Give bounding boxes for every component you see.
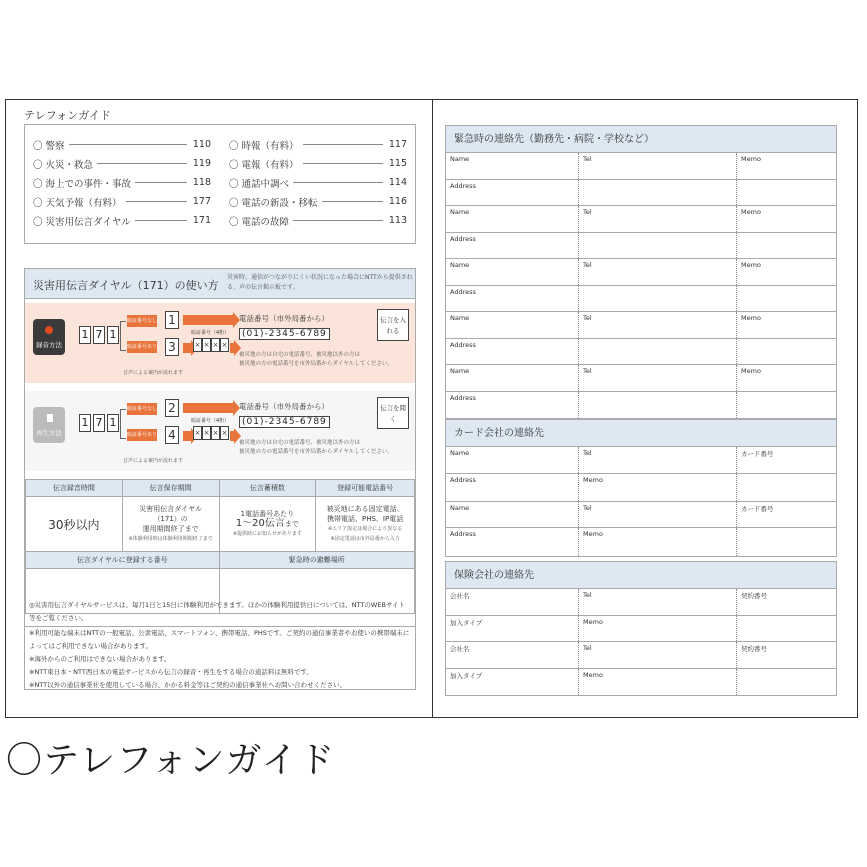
- card-number-field[interactable]: [737, 447, 836, 473]
- memo-field-label: Memo: [741, 367, 761, 375]
- name-field-label: Name: [450, 208, 470, 216]
- voice-guide-note: 音声による案内が流れます: [123, 370, 184, 376]
- name-field-label: Name: [450, 503, 470, 512]
- company-field-label: 会社名: [450, 645, 470, 653]
- record-mode-badge: [33, 319, 65, 355]
- capacity-suffix: まで: [284, 520, 299, 528]
- name-field-label: Name: [450, 367, 470, 375]
- tel-field[interactable]: [579, 642, 737, 668]
- tel-example-value: (01)-2345-6789: [239, 328, 330, 340]
- keep-line: （171）の: [153, 515, 188, 523]
- dial-digits: [79, 326, 119, 344]
- option-digit-b: 3: [165, 338, 179, 356]
- name-field[interactable]: [446, 365, 579, 391]
- arrow-icon: [183, 315, 233, 325]
- option-digit-a: 2: [165, 399, 179, 417]
- address-field[interactable]: [446, 392, 579, 419]
- tel-example: [239, 328, 330, 340]
- policy-number-field-label: 契約番号: [741, 645, 767, 653]
- guide-item: [229, 211, 407, 230]
- address-field-ext[interactable]: [579, 392, 737, 419]
- tel-field-label: Tel: [583, 261, 592, 269]
- guide-item: [229, 192, 407, 211]
- card-number-field-label: カード番号: [741, 504, 774, 513]
- memo-field-ext[interactable]: [737, 669, 836, 696]
- arrow-icon: [230, 431, 234, 441]
- contact-row: [446, 339, 836, 366]
- record-flow: [25, 303, 415, 383]
- keep-line: 運用期間終了まで: [142, 525, 199, 533]
- address-field[interactable]: [446, 180, 579, 206]
- card-number-field[interactable]: [737, 502, 836, 528]
- name-field[interactable]: [446, 502, 579, 528]
- guide-item-number: 119: [192, 158, 211, 169]
- page-fold: [432, 100, 433, 717]
- pin-box: ×: [211, 426, 220, 440]
- tel-field[interactable]: [579, 153, 737, 179]
- record-icon: [45, 326, 53, 334]
- contact-row: [446, 286, 836, 313]
- guide-item: [33, 173, 211, 192]
- address-field-label: Address: [450, 234, 476, 243]
- address-field[interactable]: [446, 474, 579, 501]
- address-field[interactable]: [446, 528, 579, 556]
- insurance-row: [446, 589, 836, 616]
- address-field-ext[interactable]: [579, 233, 737, 259]
- option-digit-b: 4: [165, 426, 179, 444]
- pin-box: ×: [202, 338, 211, 352]
- tel-note-line: 被災地の方の電話番号を市外局番からダイヤルしてください。: [239, 361, 393, 367]
- memo-field-label: Memo: [583, 617, 603, 626]
- note-line: ※NTT東日本・NTT西日本の電話サービスから伝言の録音・再生をする場合の通話料は無料です。: [29, 668, 313, 676]
- listen-message-box: 伝言を聞く: [377, 397, 409, 429]
- phone-guide-list: [24, 124, 416, 244]
- pin-box: ×: [193, 338, 202, 352]
- guide-item: [33, 135, 211, 154]
- contact-row: [446, 233, 836, 260]
- pin-box: ×: [220, 426, 229, 440]
- guide-column-left: [33, 135, 211, 243]
- capacity-value: [219, 497, 316, 552]
- tel-note-line: 被災地の方の電話番号を市外局番からダイヤルしてください。: [239, 449, 393, 455]
- note-line: ◎災害用伝言ダイヤルサービスは、毎月1日と15日に体験利用ができます。ほかの体験利用提供日については、NTTのWEBサイト等をご覧ください。: [25, 599, 415, 627]
- pin-box: ×: [220, 338, 229, 352]
- pin-box: ×: [211, 338, 220, 352]
- tel-example-value: (01)-2345-6789: [239, 416, 330, 428]
- memo-field-ext[interactable]: [737, 286, 836, 312]
- emergency-rows: [446, 153, 836, 418]
- memo-field[interactable]: [737, 153, 836, 179]
- digit: 7: [93, 414, 105, 432]
- playback-mode-label: 再生方法: [36, 429, 62, 437]
- capacity-count: 1〜20伝言: [235, 518, 285, 529]
- plan-type-field-label: 加入タイプ: [450, 671, 483, 680]
- name-field-label: Name: [450, 314, 470, 322]
- digit: 1: [107, 326, 119, 344]
- insurance-row: [446, 669, 836, 696]
- contact-row: [446, 392, 836, 419]
- memo-field-ext[interactable]: [737, 339, 836, 365]
- leader-line: [303, 144, 383, 145]
- th-capacity: 伝言蓄積数: [219, 480, 316, 497]
- capacity-line: 1電話番号あたり: [240, 510, 295, 518]
- guide-item-number: 116: [388, 196, 407, 207]
- card-number-field-label: カード番号: [741, 450, 774, 458]
- no-pin-tag: 暗証番号なし: [127, 403, 157, 415]
- guide-item-number: 117: [388, 139, 407, 150]
- tel-label: 電話番号（市外局番から）: [239, 402, 329, 411]
- guide-item: [33, 192, 211, 211]
- left-page: [24, 108, 419, 690]
- memo-field[interactable]: [579, 528, 737, 556]
- note-line: ※海外からのご利用はできない場合があります。: [29, 655, 171, 663]
- playback-flow: [25, 391, 415, 471]
- tel-note: [239, 439, 409, 457]
- disaster-header: [25, 269, 415, 299]
- address-field-label: Address: [450, 287, 476, 296]
- arrow-icon: [183, 431, 191, 441]
- guide-item-label: 〇 天気予報（有料）: [33, 197, 122, 209]
- leader-line: [126, 201, 187, 202]
- notebook-spread: [5, 99, 858, 718]
- guide-item: [229, 154, 407, 173]
- dial-digits: [79, 414, 119, 432]
- memo-field-label: Memo: [583, 475, 603, 484]
- pin-label: 暗証番号（4桁）: [191, 418, 230, 424]
- guide-item-number: 110: [192, 139, 211, 150]
- tel-field-label: Tel: [583, 591, 592, 599]
- tel-field[interactable]: [579, 259, 737, 285]
- address-field[interactable]: [446, 233, 579, 259]
- company-field[interactable]: [446, 642, 579, 668]
- memo-field[interactable]: [737, 206, 836, 232]
- name-field[interactable]: [446, 447, 579, 473]
- digit: 7: [93, 326, 105, 344]
- memo-field-ext[interactable]: [737, 474, 836, 501]
- guide-item-label: 〇 警察: [33, 140, 65, 152]
- tel-field[interactable]: [579, 589, 737, 615]
- company-field-label: 会社名: [450, 592, 470, 600]
- memo-field-ext[interactable]: [737, 392, 836, 419]
- address-field-label: Address: [450, 475, 476, 484]
- memo-field[interactable]: [579, 616, 737, 642]
- tel-field[interactable]: [579, 502, 737, 528]
- contact-row: [446, 153, 836, 180]
- no-pin-tag: 暗証番号なし: [127, 315, 157, 327]
- tel-field-label: Tel: [583, 503, 592, 512]
- tel-field-label: Tel: [583, 314, 592, 322]
- leave-message-box: 伝言を入れる: [377, 309, 409, 341]
- memo-field-label: Memo: [583, 670, 603, 679]
- th-record-time: 伝言録音時間: [26, 480, 123, 497]
- phone-types-value: [316, 497, 415, 552]
- guide-item-number: 171: [192, 215, 211, 226]
- arrow-icon: [230, 343, 234, 353]
- guide-item-label: 〇 時報（有料）: [229, 140, 299, 152]
- guide-item: [229, 173, 407, 192]
- capacity-note: ※提供時にお知らせがあります: [232, 531, 302, 537]
- memo-field[interactable]: [737, 312, 836, 338]
- guide-item-label: 〇 電話の新設・移転: [229, 197, 318, 209]
- memo-field[interactable]: [737, 365, 836, 391]
- tel-field[interactable]: [579, 365, 737, 391]
- tel-label: 電話番号（市外局番から）: [239, 314, 329, 323]
- guide-item-number: 115: [388, 158, 407, 169]
- disaster-notes: [29, 599, 411, 692]
- name-field-label: Name: [450, 261, 470, 269]
- playback-mode-badge: [33, 407, 65, 443]
- address-field-ext[interactable]: [579, 286, 737, 312]
- card-row: [446, 447, 836, 474]
- leader-line: [322, 201, 383, 202]
- caption: 〇テレフォンガイド: [6, 740, 336, 781]
- memo-field-label: Memo: [741, 261, 761, 269]
- memo-field-label: Memo: [583, 530, 603, 538]
- company-field[interactable]: [446, 589, 579, 615]
- pin-tag: 暗証番号あり: [127, 341, 157, 353]
- guide-item-label: 〇 海上での事件・事故: [33, 178, 132, 190]
- memo-field-ext[interactable]: [737, 233, 836, 259]
- th-phone-types: 登録可能電話番号: [316, 480, 415, 497]
- tel-field-label: Tel: [583, 208, 592, 216]
- play-icon: [47, 414, 53, 422]
- memo-field[interactable]: [579, 669, 737, 696]
- pin-tag: 暗証番号あり: [127, 429, 157, 441]
- keep-period-value: [122, 497, 219, 552]
- keep-note: ※体験利用時は体験利用期間終了まで: [128, 536, 213, 542]
- name-field[interactable]: [446, 206, 579, 232]
- name-field-label: Name: [450, 449, 470, 457]
- guide-item: [33, 154, 211, 173]
- arrow-icon: [183, 343, 191, 353]
- tel-note-line: 被災地の方は自宅の電話番号、被災地以外の方は: [239, 440, 361, 446]
- keep-line: 災害用伝言ダイヤル: [139, 505, 203, 513]
- memo-field-ext[interactable]: [737, 528, 836, 556]
- th-keep-period: 伝言保存期間: [122, 480, 219, 497]
- memo-field[interactable]: [579, 474, 737, 501]
- phone-note: ※固定電話は市外局番から入力: [330, 536, 400, 542]
- leader-line: [135, 182, 187, 183]
- card-contacts: [445, 419, 837, 557]
- guide-item-number: 113: [388, 215, 407, 226]
- guide-item-label: 〇 電話の故障: [229, 216, 290, 228]
- phone-line: 携帯電話、PHS、IP電話: [327, 515, 404, 523]
- leader-line: [293, 182, 383, 183]
- pin-box: ×: [193, 426, 202, 440]
- guide-column-right: [229, 135, 407, 243]
- memo-field-label: Memo: [741, 208, 761, 216]
- tel-note: [239, 351, 409, 369]
- record-time-value: 30秒以内: [26, 497, 123, 552]
- policy-number-field[interactable]: [737, 642, 836, 668]
- insurance-row: [446, 642, 836, 669]
- disaster-note: 災害時、通信がつながりにくい状況になった場合にNTTから提供される、声の伝言掲示板です。: [227, 274, 413, 291]
- note-line: ※利用可能な端末はNTTの一般電話、公衆電話、スマートフォン、携帯電話、PHSです。ご契約の通信事業者やお使いの携帯端末によってはご利用できない場合があります。: [29, 629, 410, 650]
- voice-guide-note: 音声による案内が流れます: [123, 458, 184, 464]
- arrow-icon: [183, 403, 233, 413]
- memo-field-ext[interactable]: [737, 616, 836, 642]
- contact-row: [446, 259, 836, 286]
- leader-line: [69, 144, 187, 145]
- name-field[interactable]: [446, 312, 579, 338]
- insurance-row: [446, 616, 836, 643]
- card-row: [446, 528, 836, 556]
- pin-label: 暗証番号（4桁）: [191, 330, 230, 336]
- plan-type-field-label: 加入タイプ: [450, 618, 483, 627]
- emergency-title: 緊急時の連絡先（勤務先・病院・学校など）: [446, 126, 836, 153]
- memo-field[interactable]: [737, 259, 836, 285]
- card-row: [446, 502, 836, 529]
- card-row: [446, 474, 836, 502]
- insurance-rows: [446, 589, 836, 695]
- digit: 1: [79, 326, 91, 344]
- tel-field[interactable]: [579, 447, 737, 473]
- tel-field-label: Tel: [583, 449, 592, 457]
- phone-line: 被災地にある固定電話、: [326, 505, 404, 513]
- disaster-title: 災害用伝言ダイヤル（171）の使い方: [33, 279, 219, 292]
- name-field-label: Name: [450, 155, 470, 163]
- bracket: [120, 321, 126, 351]
- digit: 1: [79, 414, 91, 432]
- memo-field-label: Memo: [741, 314, 761, 322]
- address-field-label: Address: [450, 393, 476, 402]
- leader-line: [135, 220, 187, 221]
- contact-row: [446, 180, 836, 207]
- note-line: ※NTT以外の通信事業社を使用している場合、かかる料金等はご契約の通信事業社へお問い合わせください。: [29, 681, 347, 689]
- guide-item: [33, 211, 211, 230]
- th-register-number: 伝言ダイヤルに登録する番号: [26, 552, 220, 569]
- policy-number-field[interactable]: [737, 589, 836, 615]
- leader-line: [303, 163, 383, 164]
- guide-item-label: 〇 電報（有料）: [229, 159, 299, 171]
- address-field-label: Address: [450, 340, 476, 349]
- policy-number-field-label: 契約番号: [741, 592, 767, 600]
- guide-item: [229, 135, 407, 154]
- address-field[interactable]: [446, 339, 579, 365]
- tel-field[interactable]: [579, 206, 737, 232]
- leader-line: [293, 220, 383, 221]
- tel-note-line: 被災地の方は自宅の電話番号、被災地以外の方は: [239, 352, 361, 358]
- guide-item-number: 177: [192, 196, 211, 207]
- bracket: [120, 409, 126, 439]
- address-field-label: Address: [450, 181, 476, 190]
- tel-example: [239, 416, 330, 428]
- insurance-contacts: [445, 561, 837, 696]
- address-field-label: Address: [450, 530, 476, 538]
- card-rows: [446, 447, 836, 556]
- guide-item-number: 114: [388, 177, 407, 188]
- guide-item-number: 118: [192, 177, 211, 188]
- address-field[interactable]: [446, 286, 579, 312]
- tel-field[interactable]: [579, 312, 737, 338]
- insurance-title: 保険会社の連絡先: [446, 562, 836, 589]
- memo-field-ext[interactable]: [737, 180, 836, 206]
- emergency-contacts: [445, 125, 837, 419]
- contact-row: [446, 206, 836, 233]
- record-mode-label: 録音方法: [36, 341, 62, 349]
- address-field-ext[interactable]: [579, 339, 737, 365]
- memo-field-label: Memo: [741, 155, 761, 163]
- card-title: カード会社の連絡先: [446, 420, 836, 447]
- th-evacuation-place: 緊急時の避難場所: [219, 552, 415, 569]
- guide-item-label: 〇 通話中調べ: [229, 178, 290, 190]
- contact-row: [446, 365, 836, 392]
- name-field[interactable]: [446, 259, 579, 285]
- leader-line: [97, 163, 187, 164]
- disaster-dial-box: [24, 268, 416, 690]
- digit: 1: [107, 414, 119, 432]
- plan-type-field[interactable]: [446, 616, 579, 642]
- guide-title: テレフォンガイド: [24, 109, 111, 122]
- pin-box: ×: [202, 426, 211, 440]
- guide-item-label: 〇 火災・救急: [33, 159, 94, 171]
- plan-type-field[interactable]: [446, 669, 579, 696]
- name-field[interactable]: [446, 153, 579, 179]
- option-digit-a: 1: [165, 311, 179, 329]
- address-field-ext[interactable]: [579, 180, 737, 206]
- tel-field-label: Tel: [583, 155, 592, 163]
- contact-row: [446, 312, 836, 339]
- tel-field-label: Tel: [583, 367, 592, 375]
- dial-spec-table: [25, 479, 415, 614]
- guide-item-label: 〇 災害用伝言ダイヤル: [33, 216, 131, 228]
- phone-note: ※エリア設定は場合により異なる: [328, 526, 403, 532]
- tel-field-label: Tel: [583, 644, 592, 652]
